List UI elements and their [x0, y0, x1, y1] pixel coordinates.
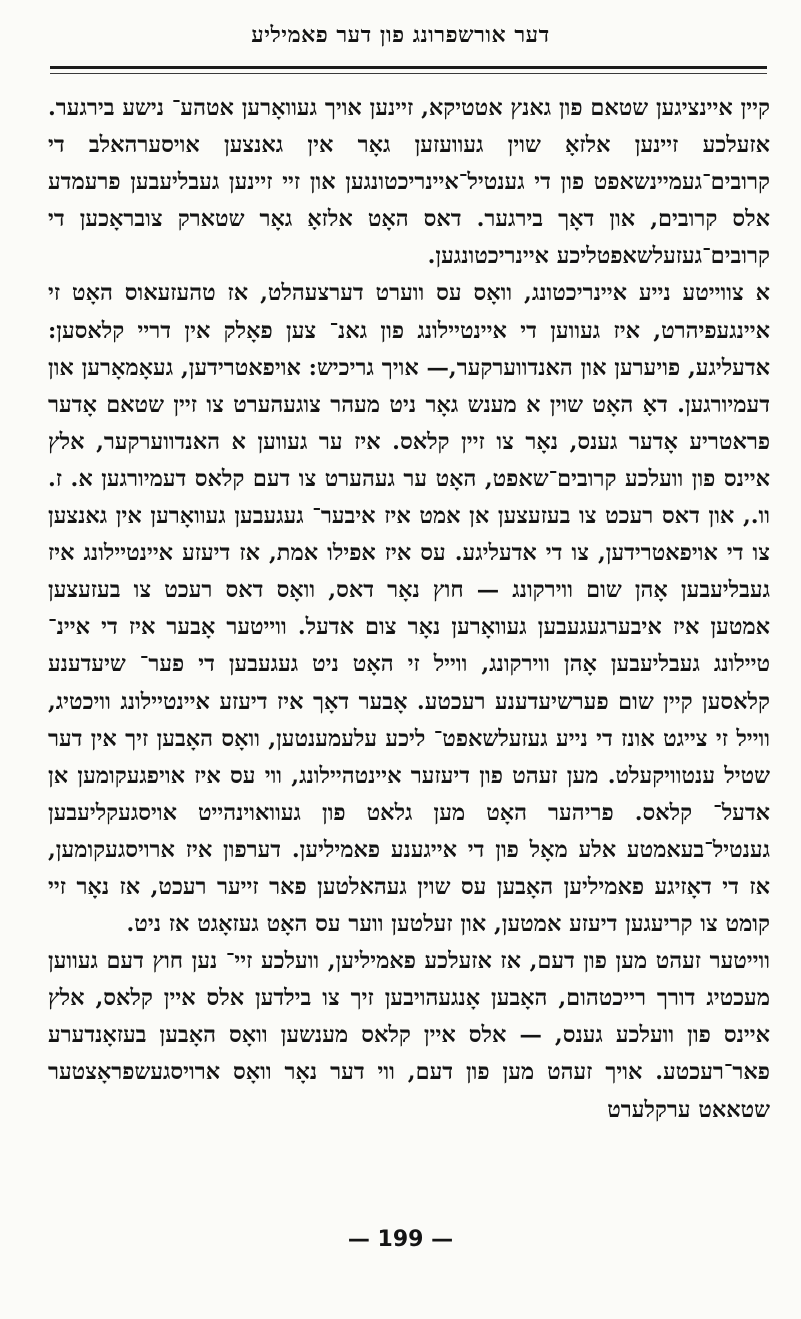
body-text: [48, 90, 770, 1129]
paragraph-2: א צווייטע נייע איינריכטונג, וואָס עס ווערט דערצעהלט, אז טהעזעאוס האָט זי איינגעפיהרט, איז געווען די איינטיילונג פון גאנ־ צען פאָלק אין דריי קלאסען: אדעליגע, פויערען און האנדווערקער,— אויך גריכיש: אויפאטרידען, געאָמאָרען און דעמיורגען. דאָ האָט שוין א מענש גאָר ניט מעהר צוגעהערט צו זיין שטאם אָדער פראטריע אָדער גענס, נאָר צו זיין קלאס. איז ער געווען א האנדווערקער, אלץ איינס פון וועלכע קרובים־שאפט, האָט ער געהערט צו דעם קלאס דעמיורגען א. ז. וו., און דאס רעכט צו בעזעצען אן אמט איז איבער־ געגעבען געוואָרען אין גאנצען צו די אויפאטרידען, צו די אדעליגע. עס איז אפילו אמת, אז דיעזע איינטיילונג איז געבליעבען אָהן שום ווירקונג — חוץ נאָר דאס, וואָס דאס רעכט צו בעזעצען אמטען איז איבערגעגעבען געוואָרען נאָר צום אדעל. ווייטער אָבער איז די איינ־ טיילונג געבליעבען אָהן ווירקונג, ווייל זי האָט ניט געגעבען די פער־ שיעדענע קלאסען קיין שום פערשיעדענע רעכטע. אָבער דאָך איז דיעזע איינטיילונג וויכטיג, ווייל זי צייגט אונז די נייע געזעלשאפט־ ליכע עלעמענטען, וואָס האָבען זיך אין דער שטיל ענטוויקעלט. מען זעהט פון דיעזער איינטהיילונג, ווי עס איז אויפגעקומען אן אדעל־ קלאס. פריהער האָט מען גלאט פון געוואוינהייט אויסגעקליעבען גענטיל־בעאמטע אלע מאָל פון די אייגענע פאמיליען. דערפון איז ארויסגעקומען, אז די דאָזיגע פאמיליען האָבען עס שוין געהאלטען פאר זייער רעכט, אז נאָר זיי קומט צו קריעגען דיעזע אמטען, און זעלטען ווער עס האָט געזאָגט אז ניט.: [48, 280, 770, 938]
paragraph-3: ווייטער זעהט מען פון דעם, אז אזעלכע פאמיליען, וועלכע זיי־ נען חוץ דעם געווען מעכטיג דורך רייכטהום, האָבען אָנגעהויבען זיך צו בילדען אלס איין קלאס, אלץ איינס פון וועלכע גענס, — אלס איין קלאס מענשען וואָס האָבען בעזאָנדערע פאר־רעכטע. אויך זעהט מען פון דעם, ווי דער נאָר וואָס ארויסגעשפראָצטער שטאאט ערקלערט: [48, 948, 770, 1123]
page-number: — 199 —: [347, 1227, 454, 1252]
paragraph-1: קיין איינציגען שטאם פון גאנץ אטטיקא, זיינען אויך געוואָרען אטהע־ נישע בירגער. אזעלכע זיינען אלזאָ שוין געוועזען גאָר אין גאנצען אויסערהאלב די קרובים־געמיינשאפט פון די גענטיל־איינריכטונגען און זיי זיינען געבליעבען פרעמדע אלס קרובים, און דאָך בירגער. דאס האָט אלזאָ גאָר שטארק צובראָכען די קרובים־געזעלשאפטליכע איינריכטונגען.: [48, 95, 770, 270]
header-rule: [50, 66, 767, 69]
running-head: דער אורשפרונג פון דער פאמיליע: [251, 22, 550, 48]
header-rule-thin: [50, 73, 767, 74]
